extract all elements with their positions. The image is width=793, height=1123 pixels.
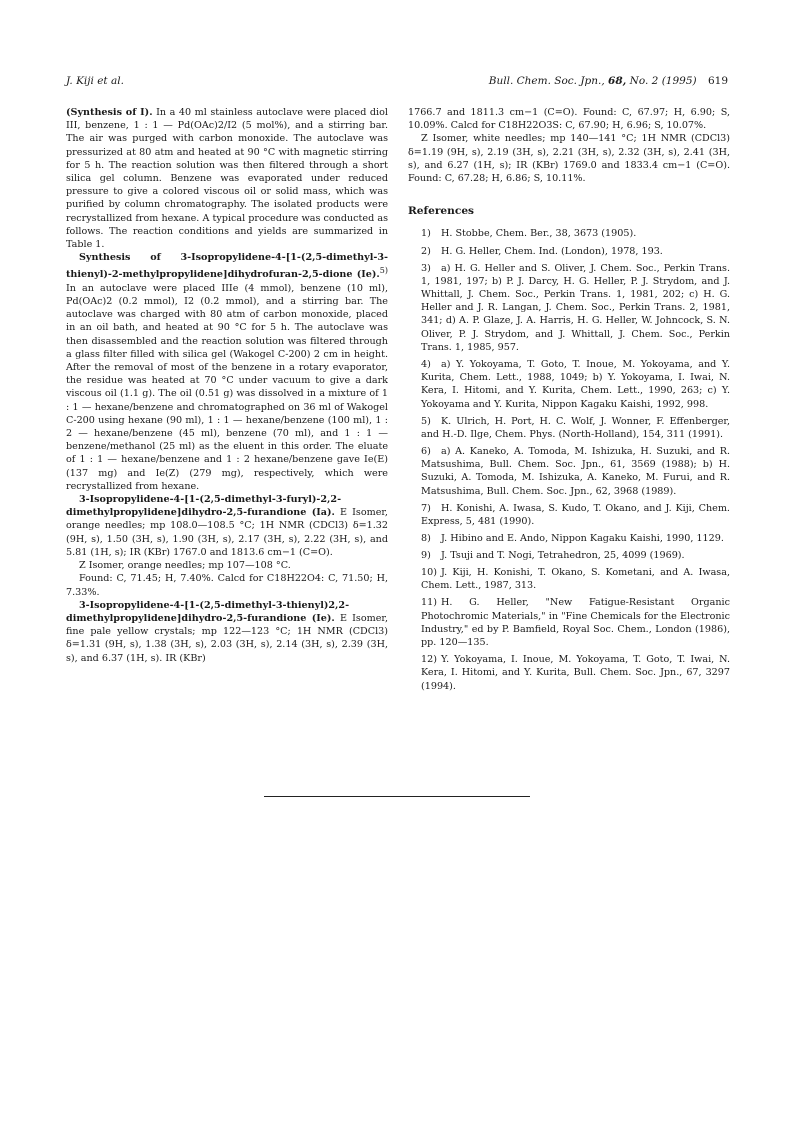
paragraph-text: 1766.7 and 1811.3 cm−1 (C=O). Found: C, 67.97; H, 6.90; S, 10.09%. Calcd for C18H22O3S: C, 67.90; H, 6.96; S, 10.07%. (408, 107, 730, 132)
reference-item (408, 227, 730, 240)
reference-item (408, 502, 730, 528)
reference-item (408, 245, 730, 258)
reference-number: 10) (421, 567, 437, 579)
reference-number: 6) (421, 445, 431, 457)
paragraph-synthesis-ie (66, 251, 388, 493)
paragraph-z-isomer (66, 559, 388, 572)
reference-text: Y. Yokoyama, I. Inoue, M. Yokoyama, T. Goto, T. Iwai, N. Kera, I. Hitomi, and Y. Kurita, Bull. Chem. Soc. Jpn., 67, 3297 (1994). (421, 654, 730, 692)
paragraph-z-isomer-ie (408, 132, 730, 185)
reference-number: 9) (421, 550, 431, 562)
references-list (408, 227, 730, 692)
paragraph-heading: Synthesis of 3-Isopropylidene-4-[1-(2,5-dimethyl-3-thienyl)-2-methylpropylidene]dihydrofuran-2,5-dione (Ie). (66, 252, 388, 281)
reference-text: H. Konishi, A. Iwasa, S. Kudo, T. Okano, and J. Kiji, Chem. Express, 5, 481 (1990). (421, 502, 730, 527)
reference-item (408, 262, 730, 354)
paragraph-heading: 3-Isopropylidene-4-[1-(2,5-dimethyl-3-furyl)-2,2-dimethylpropylidene]dihydro-2,5-furandione (Ia). (66, 494, 342, 519)
reference-text: H. Stobbe, Chem. Ber., 38, 3673 (1905). (441, 228, 637, 240)
reference-text: J. Hibino and E. Ando, Nippon Kagaku Kaishi, 1990, 1129. (441, 532, 724, 544)
reference-text: a) H. G. Heller and S. Oliver, J. Chem. Soc., Perkin Trans. 1, 1981, 197; b) P. J. Darcy, H. G. Heller, P. J. Strydom, and J. Whittall, J. Chem. Soc., Perkin Trans. 1, 1981, 202; c) H. G. Heller and J. R. Langan, J. Chem. Soc., Perkin Trans. 2, 1981, 341; d) A. P. Glaze, J. A. Harris, H. G. Heller, W. Johncock, S. N. Oliver, P. J. Strydom, and J. Whittall, J. Chem. Soc., Perkin Trans. 1, 1985, 957. (421, 262, 730, 353)
running-head-issue: No. 2 (1995) (629, 75, 697, 87)
reference-number: 5) (421, 415, 431, 427)
reference-number: 2) (421, 245, 431, 257)
paragraph-text: Found: C, 71.45; H, 7.40%. Calcd for C18H22O4: C, 71.50; H, 7.33%. (66, 573, 388, 598)
page-number: 619 (707, 75, 728, 87)
paragraph-general-procedure (66, 106, 388, 251)
reference-text: J. Tsuji and T. Nogi, Tetrahedron, 25, 4099 (1969). (441, 550, 685, 562)
reference-item (408, 596, 730, 649)
reference-item (408, 415, 730, 441)
running-head-volume: 68, (608, 75, 627, 87)
reference-item (408, 653, 730, 693)
reference-text: H. G. Heller, "New Fatigue-Resistant Organic Photochromic Materials," in "Fine Chemicals for the Electronic Industry," ed by P. Bamfield, Royal Soc. Chem., London (1986), pp. 120—135. (421, 597, 730, 649)
running-head-journal: Bull. Chem. Soc. Jpn., (488, 75, 605, 87)
paragraph-text: E Isomer, fine pale yellow crystals; mp 122—123 °C; 1H NMR (CDCl3) δ=1.31 (9H, s), 1.38 (3H, s), 2.03 (3H, s), 2.14 (3H, s), 2.39 (3H, s), and 6.37 (1H, s). IR (KBr) (66, 612, 388, 664)
paragraph-compound-ie (66, 599, 388, 665)
reference-text: a) A. Kaneko, A. Tomoda, M. Ishizuka, H. Suzuki, and R. Matsushima, Bull. Chem. Soc. Jpn., 61, 3569 (1988); b) H. Suzuki, A. Tomoda, M. Ishizuka, A. Kaneko, M. Furui, and R. Matsushima, Bull. Chem. Soc. Jpn., 62, 3968 (1989). (421, 445, 730, 497)
reference-number: 7) (421, 502, 431, 514)
reference-number: 3) (421, 262, 431, 274)
paragraph-analysis (66, 572, 388, 598)
paragraph-text: In a 40 ml stainless autoclave were placed diol III, benzene, 1 : 1 — Pd(OAc)2/I2 (5 mol%), and a stirring bar. The air was purged with carbon monoxide. The autoclave was pressurized at 80 atm and heated at 90 °C with magnetic stirring for 5 h. The reaction solution was then filtered through a short silica gel column. Benzene was evaporated under reduced pressure to give a colored viscous oil or solid mass, which was purified by column chromatography. The isolated products were recrystallized from hexane. A typical procedure was conducted as follows. The reaction conditions and yields are summarized in Table 1. (66, 107, 388, 251)
paragraph-text: Z Isomer, orange needles; mp 107—108 °C. (79, 560, 291, 572)
reference-number: 8) (421, 532, 431, 544)
right-column (408, 106, 730, 697)
running-head (66, 74, 728, 88)
reference-text: a) Y. Yokoyama, T. Goto, T. Inoue, M. Yokoyama, and Y. Kurita, Chem. Lett., 1988, 1049; b) Y. Yokoyama, I. Iwai, N. Kera, I. Hitomi, and Y. Kurita, Chem. Lett., 1990, 263; c) Y. Yokoyama and Y. Kurita, Nippon Kagaku Kaishi, 1992, 998. (421, 358, 730, 410)
reference-number: 11) (421, 597, 437, 609)
article-end-rule (264, 796, 530, 797)
reference-item (408, 358, 730, 411)
references-heading: References (408, 205, 475, 218)
reference-item (408, 445, 730, 498)
paragraph-heading: (Synthesis of I). (66, 107, 153, 118)
citation-superscript: 5) (379, 266, 388, 276)
reference-text: J. Kiji, H. Konishi, T. Okano, S. Kometani, and A. Iwasa, Chem. Lett., 1987, 313. (421, 567, 730, 592)
left-column (66, 106, 388, 665)
paragraph-heading: 3-Isopropylidene-4-[1-(2,5-dimethyl-3-thienyl)2,2-dimethylpropylidene]dihydro-2,5-furandione (Ie). (66, 599, 350, 624)
reference-text: H. G. Heller, Chem. Ind. (London), 1978, 193. (441, 245, 663, 257)
paragraph-text: In an autoclave were placed IIIe (4 mmol), benzene (10 ml), Pd(OAc)2 (0.2 mmol), I2 (0.2 mmol), and a stirring bar. The autoclave was charged with 80 atm of carbon monoxide, placed in an oil bath, and heated at 90 °C for 5 h. The autoclave was then disassembled and the reaction solution was filtered through a glass filter filled with silica gel (Wakogel C-200) 2 cm in height. After the removal of most of the benzene in a rotary evaporator, the residue was heated at 70 °C under vacuum to give a dark viscous oil (1.1 g). The oil (0.51 g) was dissolved in a mixture of 1 : 1 — hexane/benzene and chromatographed on 36 ml of Wakogel C-200 using hexane (90 ml), 1 : 1 — hexane/benzene (100 ml), 1 : 2 — hexane/benzene (45 ml), benzene (70 ml), and 1 : 1 — benzene/methanol (25 ml) as the eluent in this order. The eluate of 1 : 1 — hexane/benzene and 1 : 2 hexane/benzene gave Ie(E) (137 mg) and Ie(Z) (279 mg), respectively, which were recrystallized from hexane. (66, 282, 388, 492)
reference-number: 12) (421, 654, 437, 666)
paragraph-text: E Isomer, orange needles; mp 108.0—108.5 °C; 1H NMR (CDCl3) δ=1.32 (9H, s), 1.50 (3H, s), 1.90 (3H, s), 2.17 (3H, s), 2.22 (3H, s), and 5.81 (1H, s); IR (KBr) 1767.0 and 1813.6 cm−1 (C=O). (66, 507, 388, 558)
paragraph-text: Z Isomer, white needles; mp 140—141 °C; 1H NMR (CDCl3) δ=1.19 (9H, s), 2.19 (3H, s), 2.21 (3H, s), 2.32 (3H, s), 2.41 (3H, s), and 6.27 (1H, s); IR (KBr) 1769.0 and 1833.4 cm−1 (C=O). Found: C, 67.28; H, 6.86; S, 10.11%. (408, 133, 730, 185)
running-head-authors: J. Kiji et al. (66, 75, 124, 87)
reference-item (408, 549, 730, 562)
paragraph-continued (408, 106, 730, 132)
reference-number: 1) (421, 228, 431, 240)
paragraph-compound-ia (66, 493, 388, 559)
reference-text: K. Ulrich, H. Port, H. C. Wolf, J. Wonner, F. Effenberger, and H.-D. Ilge, Chem. Phys. (North-Holland), 154, 311 (1991). (421, 415, 730, 440)
running-head-citation (489, 74, 728, 88)
reference-number: 4) (421, 358, 431, 370)
reference-item (408, 532, 730, 545)
reference-item (408, 566, 730, 592)
